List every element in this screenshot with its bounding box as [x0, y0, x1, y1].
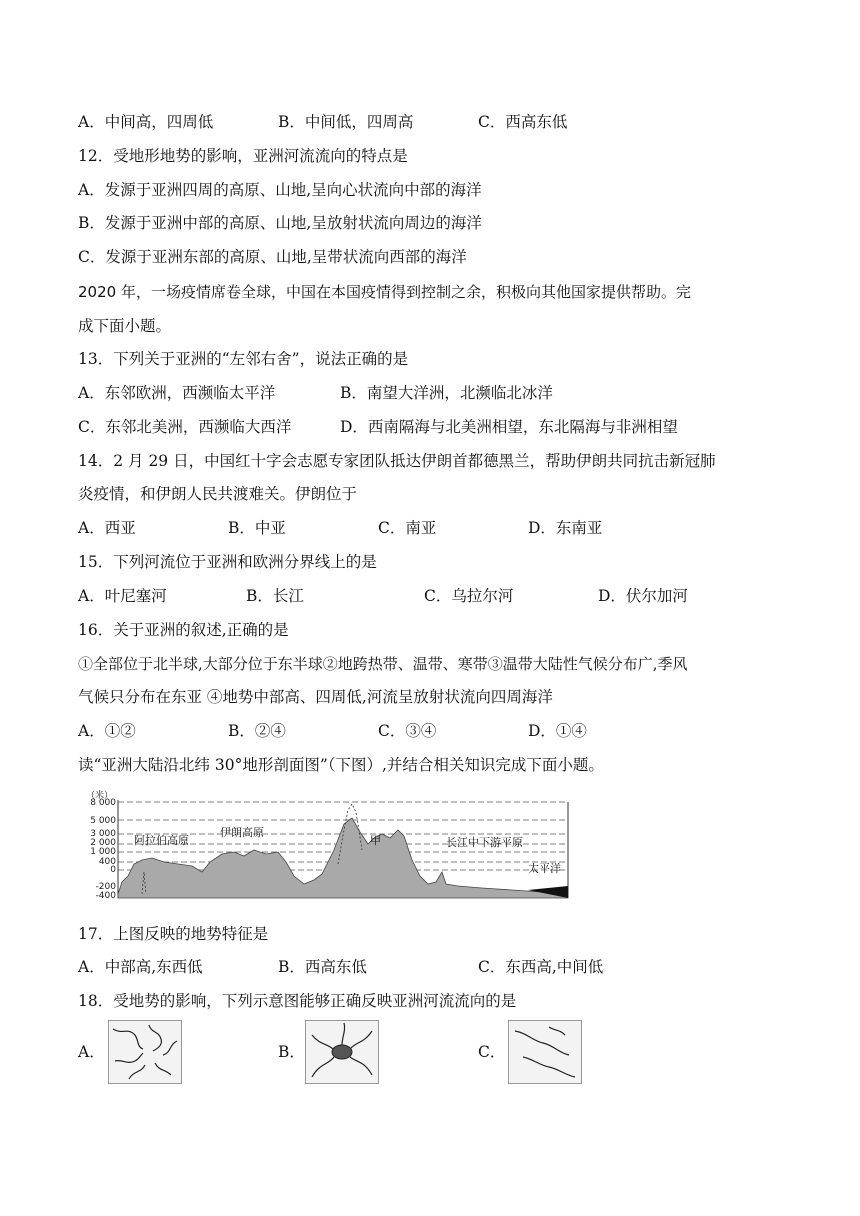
profile-tick-3000: 3 000: [90, 829, 116, 839]
label-arabian-plateau: 阿拉伯高原: [134, 834, 189, 847]
q15-option-d: D．伏尔加河: [598, 587, 688, 605]
q18-option-c: C．: [478, 1043, 506, 1061]
q14-line2: 炎疫情，和伊朗人民共渡难关。伊朗位于: [78, 485, 358, 503]
q12-option-a: A．发源于亚洲四周的高原、山地,呈向心状流向中部的海洋: [78, 181, 482, 199]
intro-2020-line2: 成下面小题。: [78, 317, 172, 335]
q16-statement-line2: 气候只分布在东亚 ④地势中部高、四周低,河流呈放射状流向四周海洋: [78, 688, 553, 706]
q16-option-c: C．③④: [378, 722, 437, 740]
q15-option-a: A．叶尼塞河: [78, 587, 167, 605]
q11-option-a: A．中间高，四周低: [78, 113, 214, 131]
profile-tick-0: 0: [110, 865, 116, 875]
river-diagram-b: [305, 1020, 379, 1084]
q15-option-b: B．长江: [246, 587, 304, 605]
q14-option-c: C．南亚: [378, 519, 437, 537]
q13-option-d: D．西南隔海与北美洲相望，东北隔海与非洲相望: [340, 418, 678, 436]
q13-stem: 13．下列关于亚洲的“左邻右舍”，说法正确的是: [78, 350, 409, 368]
q14-option-a: A．西亚: [78, 519, 136, 537]
profile-tick-5000: 5 000: [90, 816, 116, 826]
terrain-profile-figure: [82, 790, 572, 900]
profile-tick-8000: 8 000: [90, 798, 116, 808]
q16-option-b: B．②④: [228, 722, 286, 740]
q18-option-a: A．: [78, 1043, 105, 1061]
label-yangtze-plain: 长江中下游平原: [446, 836, 523, 849]
q11-option-c: C．西高东低: [478, 113, 568, 131]
label-jia: 甲: [370, 834, 381, 847]
q12-option-b: B．发源于亚洲中部的高原、山地,呈放射状流向周边的海洋: [78, 214, 482, 232]
river-diagram-c: [508, 1020, 582, 1084]
q18-option-b: B．: [278, 1043, 305, 1061]
q15-option-c: C．乌拉尔河: [424, 587, 514, 605]
q16-option-d: D．①④: [528, 722, 587, 740]
q14-option-d: D．东南亚: [528, 519, 603, 537]
profile-tick-2000: 2 000: [90, 838, 116, 848]
q17-stem: 17．上图反映的地势特征是: [78, 925, 269, 943]
q17-option-a: A．中部高,东西低: [78, 958, 203, 976]
label-iranian-plateau: 伊朗高原: [220, 826, 264, 839]
q17-option-b: B．西高东低: [278, 958, 367, 976]
q14-line1: 14．2 月 29 日，中国红十字会志愿专家团队抵达伊朗首都德黑兰，帮助伊朗共同抗击新冠肺: [78, 452, 716, 470]
profile-tick-1000: 1 000: [90, 847, 116, 857]
q14-option-b: B．中亚: [228, 519, 286, 537]
profile-tick-400: 400: [98, 857, 116, 867]
q12-option-c: C．发源于亚洲东部的高原、山地,呈带状流向西部的海洋: [78, 248, 467, 266]
q13-option-a: A．东邻欧洲，西濒临太平洋: [78, 384, 276, 402]
q16-stem: 16．关于亚洲的叙述,正确的是: [78, 621, 289, 639]
label-pacific: 太平洋: [528, 862, 561, 875]
profile-tick-minus200: -200: [95, 882, 116, 892]
q17-option-c: C．东西高,中间低: [478, 958, 604, 976]
profile-tick-minus400: -400: [95, 891, 116, 900]
profile-unit: （米）: [86, 791, 114, 801]
q16-option-a: A．①②: [78, 722, 136, 740]
q13-option-c: C．东邻北美洲，西濒临大西洋: [78, 418, 292, 436]
q18-stem: 18．受地势的影响，下列示意图能够正确反映亚洲河流流向的是: [78, 992, 517, 1010]
q12-stem: 12．受地形地势的影响，亚洲河流流向的特点是: [78, 147, 408, 165]
profile-intro: 读“亚洲大陆沿北纬 30°地形剖面图”（下图）,并结合相关知识完成下面小题。: [78, 756, 604, 774]
river-diagram-a: [108, 1020, 182, 1084]
intro-2020-line1: 2020 年，一场疫情席卷全球，中国在本国疫情得到控制之余，积极向其他国家提供帮助。完: [78, 283, 691, 301]
q13-option-b: B．南望大洋洲，北濒临北冰洋: [340, 384, 553, 402]
q16-statement-line1: ①全部位于北半球,大部分位于东半球②地跨热带、温带、寒带③温带大陆性气候分布广,季风: [78, 655, 688, 673]
q15-stem: 15．下列河流位于亚洲和欧洲分界线上的是: [78, 553, 377, 571]
q11-option-b: B．中间低，四周高: [278, 113, 414, 131]
